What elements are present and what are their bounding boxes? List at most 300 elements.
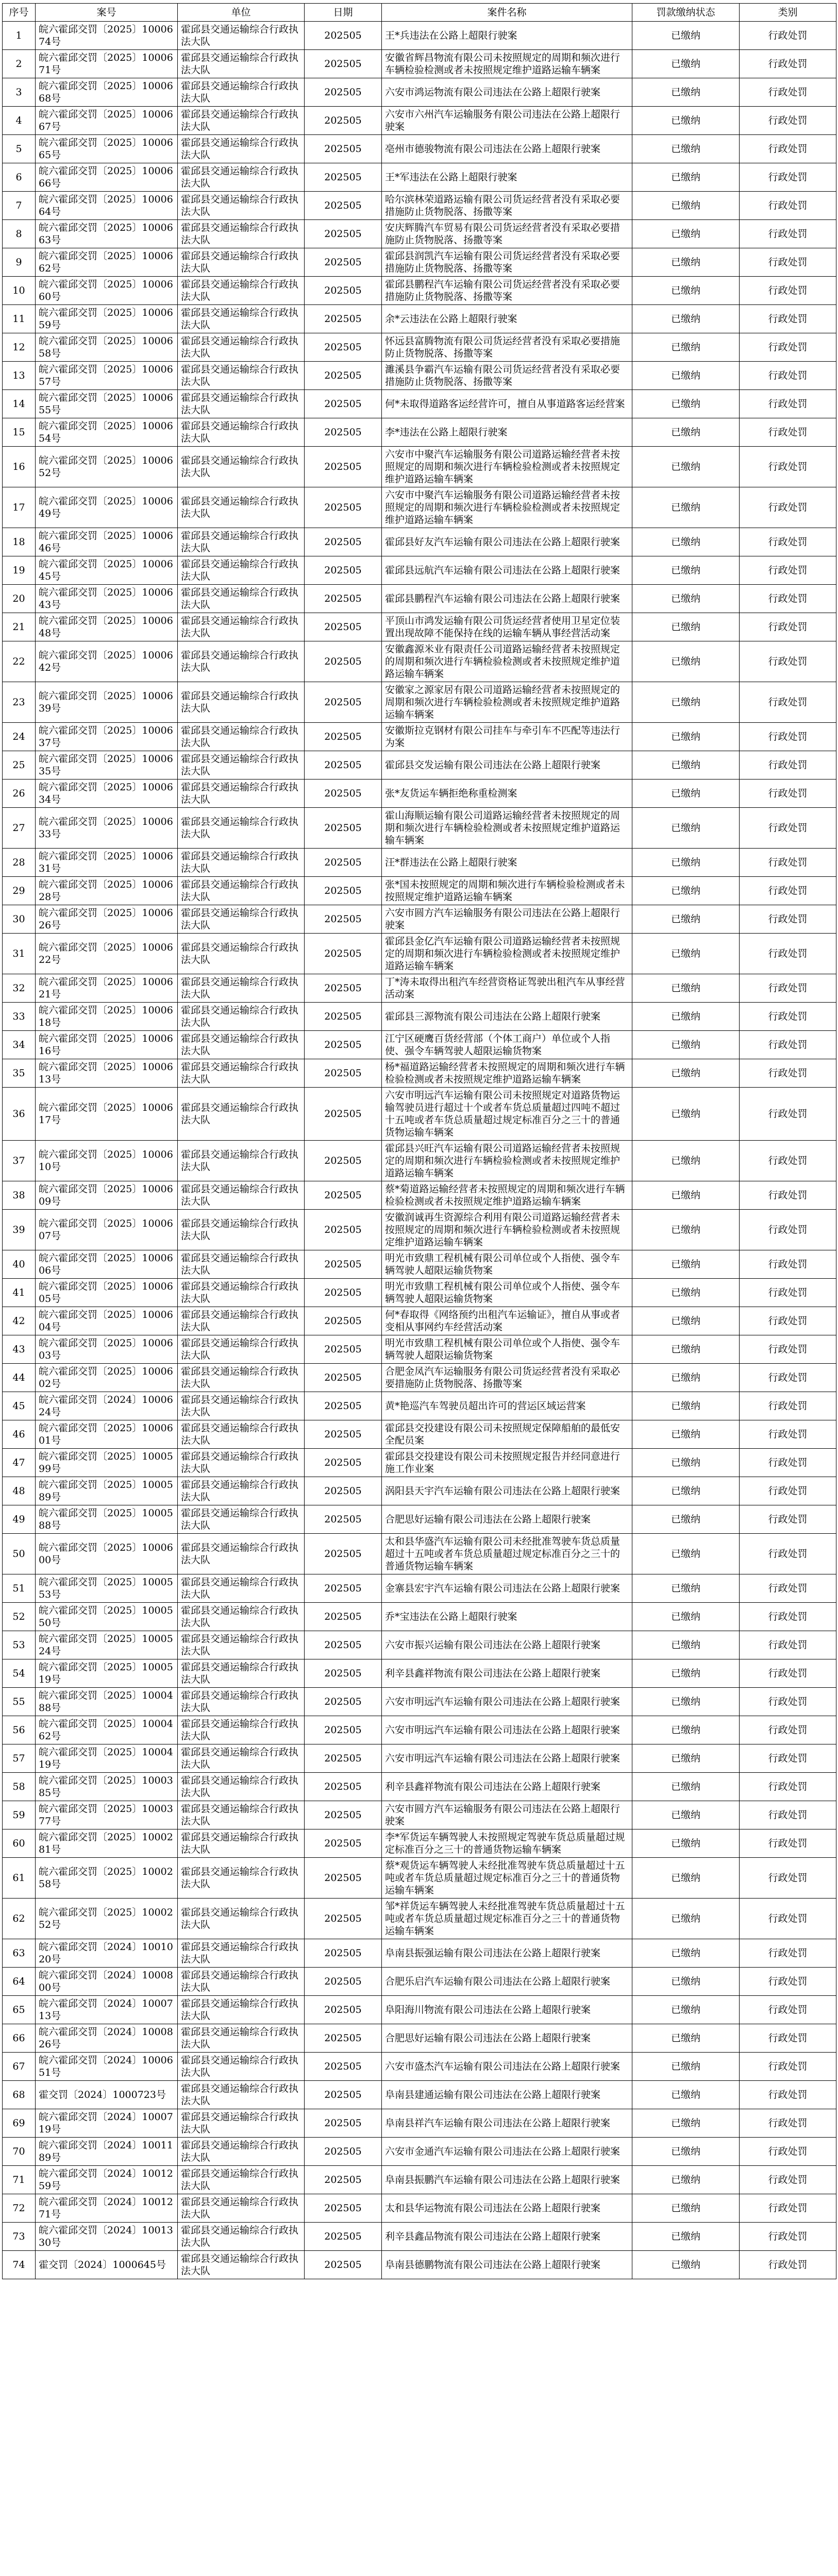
cell-no: 73 [3,2223,36,2251]
cell-case-name: 六安市明远汽车运输有限公司违法在公路上超限行驶案 [382,1744,632,1773]
cell-date: 202505 [305,723,382,751]
cell-date: 202505 [305,1210,382,1250]
cell-unit: 霍邱县交通运输综合行政执法大队 [178,1744,305,1773]
cell-category: 行政处罚 [740,390,836,418]
cell-no: 40 [3,1250,36,1279]
cell-payment-status: 已缴纳 [632,1420,740,1449]
cell-case-number: 皖六霍邱交罚〔2025〕1000550号 [36,1603,178,1631]
cell-category: 行政处罚 [740,1335,836,1364]
cell-date: 202505 [305,333,382,362]
cell-payment-status: 已缴纳 [632,877,740,905]
cell-category: 行政处罚 [740,1688,836,1716]
cell-category: 行政处罚 [740,1505,836,1534]
cell-unit: 霍邱县交通运输综合行政执法大队 [178,1420,305,1449]
cell-payment-status: 已缴纳 [632,1968,740,1996]
cell-date: 202505 [305,1031,382,1059]
cell-category: 行政处罚 [740,1250,836,1279]
cell-case-name: 涡阳县天宇汽车运输有限公司违法在公路上超限行驶案 [382,1477,632,1505]
cell-category: 行政处罚 [740,1939,836,1968]
cell-unit: 霍邱县交通运输综合行政执法大队 [178,1250,305,1279]
cell-case-number: 皖六霍邱交罚〔2025〕1000628号 [36,877,178,905]
cell-no: 26 [3,779,36,808]
cell-no: 37 [3,1141,36,1181]
cell-no: 18 [3,528,36,556]
cell-date: 202505 [305,613,382,641]
cell-case-name: 六安市明远汽车运输有限公司未按照规定对道路货物运输驾驶员进行超过十个或者车货总质量超过四吨不超过十五吨或者车货总质量超过规定标准百分之三十的普通货物运输车辆案 [382,1088,632,1141]
cell-category: 行政处罚 [740,248,836,277]
cell-unit: 霍邱县交通运输综合行政执法大队 [178,1574,305,1603]
cell-category: 行政处罚 [740,1279,836,1307]
table-row [3,723,836,751]
table-row [3,1392,836,1420]
table-row [3,1858,836,1899]
cell-unit: 霍邱县交通运输综合行政执法大队 [178,905,305,934]
cell-date: 202505 [305,849,382,877]
cell-case-name: 霍邱县三源物流有限公司违法在公路上超限行驶案 [382,1003,632,1031]
cell-no: 74 [3,2251,36,2279]
cell-payment-status: 已缴纳 [632,974,740,1003]
cell-category: 行政处罚 [740,613,836,641]
table-row [3,974,836,1003]
cell-category: 行政处罚 [740,2223,836,2251]
cell-no: 50 [3,1534,36,1574]
cell-payment-status: 已缴纳 [632,2223,740,2251]
cell-unit: 霍邱县交通运输综合行政执法大队 [178,585,305,613]
cell-category: 行政处罚 [740,22,836,50]
cell-no: 29 [3,877,36,905]
cell-unit: 霍邱县交通运输综合行政执法大队 [178,1688,305,1716]
cell-unit: 霍邱县交通运输综合行政执法大队 [178,2194,305,2223]
cell-no: 32 [3,974,36,1003]
table-row [3,50,836,78]
table-row [3,163,836,192]
cell-unit: 霍邱县交通运输综合行政执法大队 [178,2223,305,2251]
cell-date: 202505 [305,808,382,849]
cell-unit: 霍邱县交通运输综合行政执法大队 [178,362,305,390]
cell-no: 46 [3,1420,36,1449]
cell-case-number: 皖六霍邱交罚〔2025〕1000488号 [36,1688,178,1716]
table-row [3,1939,836,1968]
cell-case-name: 阜阳海川物流有限公司违法在公路上超限行驶案 [382,1996,632,2024]
table-row [3,107,836,135]
cell-date: 202505 [305,1829,382,1858]
cell-no: 58 [3,1773,36,1801]
cell-case-number: 皖六霍邱交罚〔2024〕1000826号 [36,2024,178,2053]
cell-date: 202505 [305,2223,382,2251]
cell-case-number: 皖六霍邱交罚〔2025〕1000589号 [36,1477,178,1505]
cell-payment-status: 已缴纳 [632,1631,740,1659]
cell-category: 行政处罚 [740,723,836,751]
cell-category: 行政处罚 [740,1003,836,1031]
cell-date: 202505 [305,2138,382,2166]
cell-no: 11 [3,305,36,333]
cell-payment-status: 已缴纳 [632,1210,740,1250]
cell-unit: 霍邱县交通运输综合行政执法大队 [178,682,305,723]
cell-case-name: 合肥思好运输有限公司违法在公路上超限行驶案 [382,2024,632,2053]
cell-case-number: 皖六霍邱交罚〔2025〕1000667号 [36,107,178,135]
cell-category: 行政处罚 [740,1603,836,1631]
cell-no: 13 [3,362,36,390]
cell-date: 202505 [305,1899,382,1939]
cell-date: 202505 [305,1392,382,1420]
cell-payment-status: 已缴纳 [632,78,740,107]
cell-no: 52 [3,1603,36,1631]
cell-case-number: 皖六霍邱交罚〔2025〕1000609号 [36,1181,178,1210]
cell-no: 45 [3,1392,36,1420]
cell-case-name: 濉溪县争霸汽车运输有限公司货运经营者没有采取必要措施防止货物脱落、扬撒等案 [382,362,632,390]
cell-category: 行政处罚 [740,1141,836,1181]
table-row [3,1996,836,2024]
table-row [3,613,836,641]
cell-unit: 霍邱县交通运输综合行政执法大队 [178,1392,305,1420]
cell-date: 202505 [305,905,382,934]
cell-no: 69 [3,2109,36,2138]
cell-category: 行政处罚 [740,1059,836,1088]
table-row [3,1250,836,1279]
header-case-name: 案件名称 [382,4,632,22]
cell-no: 14 [3,390,36,418]
cell-no: 71 [3,2166,36,2194]
cell-case-number: 霍交罚〔2024〕1000645号 [36,2251,178,2279]
header-case-number: 案号 [36,4,178,22]
cell-unit: 霍邱县交通运输综合行政执法大队 [178,1603,305,1631]
cell-no: 24 [3,723,36,751]
cell-no: 42 [3,1307,36,1335]
table-row [3,1059,836,1088]
cell-date: 202505 [305,220,382,248]
table-row [3,390,836,418]
table-row [3,1364,836,1392]
cell-no: 72 [3,2194,36,2223]
cell-category: 行政处罚 [740,2166,836,2194]
cell-case-number: 皖六霍邱交罚〔2025〕1000281号 [36,1829,178,1858]
cell-unit: 霍邱县交通运输综合行政执法大队 [178,1279,305,1307]
cell-payment-status: 已缴纳 [632,2053,740,2081]
cell-payment-status: 已缴纳 [632,390,740,418]
cell-case-name: 乔*宝违法在公路上超限行驶案 [382,1603,632,1631]
cell-date: 202505 [305,305,382,333]
table-row [3,905,836,934]
cell-unit: 霍邱县交通运输综合行政执法大队 [178,1829,305,1858]
cell-no: 59 [3,1801,36,1829]
cell-no: 31 [3,934,36,974]
cell-case-number: 皖六霍邱交罚〔2025〕1000646号 [36,528,178,556]
cell-payment-status: 已缴纳 [632,1088,740,1141]
cell-no: 7 [3,192,36,220]
cell-case-name: 霍邱县润凯汽车运输有限公司货运经营者没有采取必要措施防止货物脱落、扬撒等案 [382,248,632,277]
cell-case-name: 六安市中聚汽车运输服务有限公司道路运输经营者未按照规定的周期和频次进行车辆检验检测或者未按照规定维护道路运输车辆案 [382,447,632,487]
cell-category: 行政处罚 [740,1364,836,1392]
cell-case-number: 皖六霍邱交罚〔2025〕1000377号 [36,1801,178,1829]
cell-unit: 霍邱县交通运输综合行政执法大队 [178,1449,305,1477]
cell-case-name: 汪*群违法在公路上超限行驶案 [382,849,632,877]
cell-category: 行政处罚 [740,1307,836,1335]
cell-date: 202505 [305,50,382,78]
cell-payment-status: 已缴纳 [632,1505,740,1534]
cell-unit: 霍邱县交通运输综合行政执法大队 [178,78,305,107]
cell-unit: 霍邱县交通运输综合行政执法大队 [178,779,305,808]
cell-case-number: 皖六霍邱交罚〔2025〕1000604号 [36,1307,178,1335]
cell-case-number: 皖六霍邱交罚〔2025〕1000626号 [36,905,178,934]
cell-unit: 霍邱县交通运输综合行政执法大队 [178,22,305,50]
cell-unit: 霍邱县交通运输综合行政执法大队 [178,1181,305,1210]
cell-payment-status: 已缴纳 [632,1716,740,1744]
cell-payment-status: 已缴纳 [632,305,740,333]
header-date: 日期 [305,4,382,22]
table-row [3,418,836,447]
cell-date: 202505 [305,974,382,1003]
cell-payment-status: 已缴纳 [632,2251,740,2279]
cell-unit: 霍邱县交通运输综合行政执法大队 [178,877,305,905]
cell-case-number: 皖六霍邱交罚〔2025〕1000674号 [36,22,178,50]
cell-category: 行政处罚 [740,556,836,585]
cell-case-number: 皖六霍邱交罚〔2025〕1000660号 [36,277,178,305]
cell-case-number: 皖六霍邱交罚〔2024〕1000624号 [36,1392,178,1420]
cell-payment-status: 已缴纳 [632,1477,740,1505]
cell-case-number: 皖六霍邱交罚〔2025〕1000668号 [36,78,178,107]
cell-case-name: 阜南县建通运输有限公司违法在公路上超限行驶案 [382,2081,632,2109]
table-row [3,528,836,556]
cell-case-name: 丁*涛未取得出租汽车经营资格证驾驶出租汽车从事经营活动案 [382,974,632,1003]
cell-payment-status: 已缴纳 [632,1939,740,1968]
cell-case-number: 皖六霍邱交罚〔2025〕1000649号 [36,487,178,528]
cell-no: 27 [3,808,36,849]
cell-payment-status: 已缴纳 [632,1059,740,1088]
cell-no: 1 [3,22,36,50]
cell-case-name: 合肥金凤汽车运输服务有限公司货运经营者没有采取必要措施防止货物脱落、扬撒等案 [382,1364,632,1392]
cell-date: 202505 [305,1534,382,1574]
table-row [3,1801,836,1829]
cell-case-name: 安徽斯拉克钢材有限公司挂车与牵引车不匹配等违法行为案 [382,723,632,751]
cell-case-number: 霍交罚〔2024〕1000723号 [36,2081,178,2109]
cell-case-name: 怀远县富腾物流有限公司货运经营者没有采取必要措施防止货物脱落、扬撒等案 [382,333,632,362]
cell-payment-status: 已缴纳 [632,2166,740,2194]
table-row [3,641,836,682]
cell-case-number: 皖六霍邱交罚〔2025〕1000524号 [36,1631,178,1659]
cell-payment-status: 已缴纳 [632,1773,740,1801]
cell-payment-status: 已缴纳 [632,163,740,192]
cell-payment-status: 已缴纳 [632,22,740,50]
header-unit: 单位 [178,4,305,22]
cell-unit: 霍邱县交通运输综合行政执法大队 [178,192,305,220]
cell-no: 64 [3,1968,36,1996]
cell-case-name: 利辛县鑫祥物流有限公司违法在公路上超限行驶案 [382,1659,632,1688]
cell-case-name: 霍邱县交投建设有限公司未按照规定保障船舶的最低安全配员案 [382,1420,632,1449]
table-row [3,1279,836,1307]
cell-unit: 霍邱县交通运输综合行政执法大队 [178,1141,305,1181]
cell-payment-status: 已缴纳 [632,682,740,723]
cell-case-number: 皖六霍邱交罚〔2025〕1000252号 [36,1899,178,1939]
cell-case-number: 皖六霍邱交罚〔2024〕1000713号 [36,1996,178,2024]
cell-category: 行政处罚 [740,50,836,78]
table-row [3,1659,836,1688]
cell-unit: 霍邱县交通运输综合行政执法大队 [178,613,305,641]
cell-case-name: 蔡*菊道路运输经营者未按照规定的周期和频次进行车辆检验检测或者未按照规定维护道路运输车辆案 [382,1181,632,1210]
cell-no: 17 [3,487,36,528]
cell-category: 行政处罚 [740,682,836,723]
cell-payment-status: 已缴纳 [632,849,740,877]
cell-category: 行政处罚 [740,1899,836,1939]
cell-unit: 霍邱县交通运输综合行政执法大队 [178,1364,305,1392]
cell-case-number: 皖六霍邱交罚〔2025〕1000662号 [36,248,178,277]
table-row [3,1335,836,1364]
cell-case-name: 六安市中聚汽车运输服务有限公司道路运输经营者未按照规定的周期和频次进行车辆检验检测或者未按照规定维护道路运输车辆案 [382,487,632,528]
cell-case-name: 六安市鸿运物流有限公司违法在公路上超限行驶案 [382,78,632,107]
cell-date: 202505 [305,2251,382,2279]
table-row [3,556,836,585]
cell-case-name: 金寨县宏宇汽车运输有限公司违法在公路上超限行驶案 [382,1574,632,1603]
cell-category: 行政处罚 [740,1181,836,1210]
cell-case-number: 皖六霍邱交罚〔2025〕1000605号 [36,1279,178,1307]
cell-case-name: 江宁区硬鹰百货经营部（个体工商户）单位或个人指使、强令车辆驾驶人超限运输货物案 [382,1031,632,1059]
cell-case-name: 哈尔滨林荣道路运输有限公司货运经营者没有采取必要措施防止货物脱落、扬撒等案 [382,192,632,220]
table-row [3,849,836,877]
cell-payment-status: 已缴纳 [632,192,740,220]
cell-no: 8 [3,220,36,248]
cell-no: 35 [3,1059,36,1088]
cell-payment-status: 已缴纳 [632,1688,740,1716]
cell-unit: 霍邱县交通运输综合行政执法大队 [178,1631,305,1659]
cell-case-name: 蔡*观货运车辆驾驶人未经批准驾驶车货总质量超过十五吨或者车货总质量超过规定标准百分之三十的普通货物运输车辆案 [382,1858,632,1899]
cell-unit: 霍邱县交通运输综合行政执法大队 [178,849,305,877]
cell-unit: 霍邱县交通运输综合行政执法大队 [178,2024,305,2053]
cell-payment-status: 已缴纳 [632,1003,740,1031]
cell-unit: 霍邱县交通运输综合行政执法大队 [178,1899,305,1939]
cell-no: 2 [3,50,36,78]
table-row [3,2024,836,2053]
table-row [3,1003,836,1031]
table-row [3,2053,836,2081]
cell-date: 202505 [305,1968,382,1996]
cell-date: 202505 [305,2081,382,2109]
cell-date: 202505 [305,1631,382,1659]
cell-case-name: 阜南县祥汽车运输有限公司违法在公路上超限行驶案 [382,2109,632,2138]
cell-case-number: 皖六霍邱交罚〔2024〕1001189号 [36,2138,178,2166]
cell-date: 202505 [305,1996,382,2024]
cell-payment-status: 已缴纳 [632,2081,740,2109]
cell-payment-status: 已缴纳 [632,723,740,751]
cell-date: 202505 [305,1307,382,1335]
cell-payment-status: 已缴纳 [632,1181,740,1210]
cell-date: 202505 [305,1250,382,1279]
cell-payment-status: 已缴纳 [632,1603,740,1631]
cell-case-number: 皖六霍邱交罚〔2025〕1000588号 [36,1505,178,1534]
cell-case-name: 霍邱县远航汽车运输有限公司违法在公路上超限行驶案 [382,556,632,585]
cell-date: 202505 [305,1659,382,1688]
cell-category: 行政处罚 [740,1968,836,1996]
table-row [3,1773,836,1801]
cell-no: 5 [3,135,36,163]
cell-case-name: 六安市振兴运输有限公司违法在公路上超限行驶案 [382,1631,632,1659]
cell-payment-status: 已缴纳 [632,248,740,277]
cell-category: 行政处罚 [740,1773,836,1801]
cell-unit: 霍邱县交通运输综合行政执法大队 [178,2251,305,2279]
cell-case-name: 六安市明远汽车运输有限公司违法在公路上超限行驶案 [382,1688,632,1716]
cell-no: 67 [3,2053,36,2081]
table-row [3,1088,836,1141]
cell-category: 行政处罚 [740,1716,836,1744]
cell-case-number: 皖六霍邱交罚〔2025〕1000618号 [36,1003,178,1031]
cell-no: 25 [3,751,36,779]
cell-payment-status: 已缴纳 [632,1659,740,1688]
cell-category: 行政处罚 [740,2109,836,2138]
cell-category: 行政处罚 [740,1659,836,1688]
cell-case-name: 六安市圆方汽车运输服务有限公司违法在公路上超限行驶案 [382,1801,632,1829]
cell-payment-status: 已缴纳 [632,1744,740,1773]
cell-date: 202505 [305,1141,382,1181]
table-row [3,1477,836,1505]
cell-case-name: 阜南县振鹏汽车运输有限公司违法在公路上超限行驶案 [382,2166,632,2194]
cell-case-number: 皖六霍邱交罚〔2025〕1000635号 [36,751,178,779]
cell-date: 202505 [305,1688,382,1716]
table-row [3,1899,836,1939]
cell-no: 36 [3,1088,36,1141]
cell-case-number: 皖六霍邱交罚〔2025〕1000639号 [36,682,178,723]
cell-payment-status: 已缴纳 [632,277,740,305]
cell-category: 行政处罚 [740,877,836,905]
table-row [3,1829,836,1858]
cell-no: 54 [3,1659,36,1688]
cell-case-number: 皖六霍邱交罚〔2025〕1000606号 [36,1250,178,1279]
cell-unit: 霍邱县交通运输综合行政执法大队 [178,220,305,248]
table-row [3,487,836,528]
cell-payment-status: 已缴纳 [632,2194,740,2223]
cell-unit: 霍邱县交通运输综合行政执法大队 [178,333,305,362]
cell-no: 21 [3,613,36,641]
cell-case-number: 皖六霍邱交罚〔2025〕1000613号 [36,1059,178,1088]
cell-unit: 霍邱县交通运输综合行政执法大队 [178,1939,305,1968]
cell-case-name: 张*友货运车辆拒绝称重检测案 [382,779,632,808]
cell-category: 行政处罚 [740,487,836,528]
cell-unit: 霍邱县交通运输综合行政执法大队 [178,163,305,192]
cell-date: 202505 [305,1858,382,1899]
cell-case-name: 霍邱县好友汽车运输有限公司违法在公路上超限行驶案 [382,528,632,556]
cell-case-number: 皖六霍邱交罚〔2025〕1000633号 [36,808,178,849]
cell-unit: 霍邱县交通运输综合行政执法大队 [178,248,305,277]
cell-case-number: 皖六霍邱交罚〔2025〕1000642号 [36,641,178,682]
cell-case-number: 皖六霍邱交罚〔2025〕1000610号 [36,1141,178,1181]
table-row [3,1716,836,1744]
cell-unit: 霍邱县交通运输综合行政执法大队 [178,2053,305,2081]
cell-unit: 霍邱县交通运输综合行政执法大队 [178,2109,305,2138]
cell-date: 202505 [305,1939,382,1968]
cell-date: 202505 [305,641,382,682]
cell-unit: 霍邱县交通运输综合行政执法大队 [178,2138,305,2166]
cell-no: 47 [3,1449,36,1477]
cell-category: 行政处罚 [740,779,836,808]
cell-no: 12 [3,333,36,362]
table-row [3,192,836,220]
cell-date: 202505 [305,585,382,613]
cell-case-number: 皖六霍邱交罚〔2025〕1000258号 [36,1858,178,1899]
cell-case-number: 皖六霍邱交罚〔2025〕1000462号 [36,1716,178,1744]
cell-unit: 霍邱县交通运输综合行政执法大队 [178,107,305,135]
cell-no: 23 [3,682,36,723]
cell-date: 202505 [305,277,382,305]
cell-category: 行政处罚 [740,447,836,487]
cell-payment-status: 已缴纳 [632,528,740,556]
cell-case-number: 皖六霍邱交罚〔2025〕1000617号 [36,1088,178,1141]
cell-date: 202505 [305,556,382,585]
table-row [3,682,836,723]
cell-category: 行政处罚 [740,849,836,877]
cell-case-number: 皖六霍邱交罚〔2025〕1000600号 [36,1534,178,1574]
table-row [3,1307,836,1335]
cell-case-number: 皖六霍邱交罚〔2025〕1000648号 [36,613,178,641]
cell-unit: 霍邱县交通运输综合行政执法大队 [178,1773,305,1801]
cell-unit: 霍邱县交通运输综合行政执法大队 [178,974,305,1003]
cell-payment-status: 已缴纳 [632,751,740,779]
